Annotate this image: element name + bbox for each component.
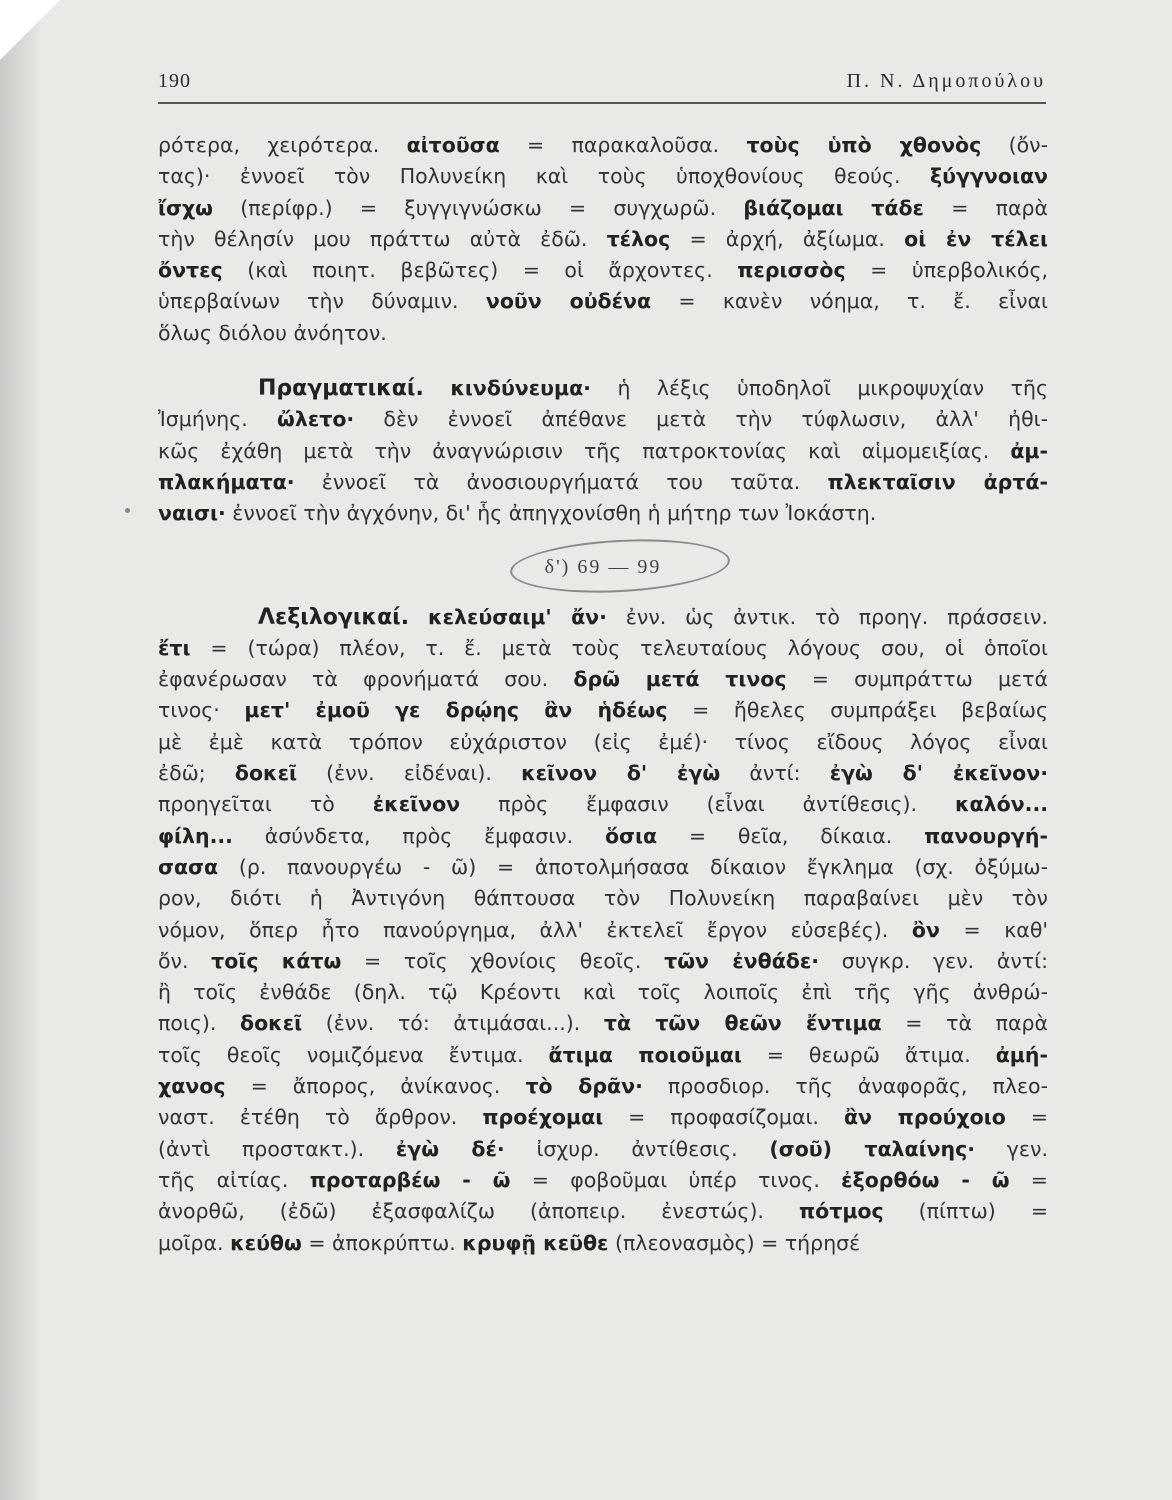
gloss-text bbox=[424, 376, 450, 400]
text-line bbox=[158, 161, 1048, 192]
lemma-term: περισσὸς bbox=[737, 258, 846, 283]
gloss-text: = τοῖς χθονίοις θεοῖς. bbox=[341, 948, 665, 973]
text-line bbox=[158, 255, 1048, 286]
lemma-term: χανος bbox=[158, 1074, 226, 1099]
gloss-text: = θεῖα, δίκαια. bbox=[657, 823, 925, 848]
gloss-text: γεν. bbox=[975, 1136, 1048, 1161]
lemma-term: κελεύσαιμ' ἄν· bbox=[428, 604, 607, 629]
text-line bbox=[158, 883, 1048, 914]
gloss-text: ὅλως διόλου ἀνόητον. bbox=[158, 320, 387, 345]
lemma-term: ξύγγνοιαν bbox=[930, 164, 1048, 189]
text-line bbox=[158, 318, 1048, 349]
page-number: 190 bbox=[158, 70, 191, 92]
text-line bbox=[158, 727, 1048, 758]
lemma-term: ἴσχω bbox=[158, 195, 213, 220]
gloss-text: συγκρ. γεν. ἀντί: bbox=[819, 948, 1048, 973]
gloss-text: (ἐνν. τό: ἀτιμάσαι...). bbox=[302, 1011, 604, 1036]
page-body bbox=[158, 130, 1048, 1259]
gloss-text: ὄν. bbox=[158, 948, 212, 973]
gloss-text: τὴν θέλησίν μου πράττω αὐτὰ ἐδῶ. bbox=[158, 226, 607, 251]
text-line bbox=[158, 1165, 1048, 1196]
lemma-term: τὸ δρᾶν· bbox=[525, 1074, 643, 1099]
text-line bbox=[158, 1040, 1048, 1071]
text-line bbox=[158, 193, 1048, 224]
lemma-term: τοὺς ὑπὸ χθονὸς bbox=[746, 133, 982, 157]
lemma-term: τέλος bbox=[606, 226, 671, 251]
gloss-text: ἐννοεῖ τὴν ἀγχόνην, δι' ἧς ἀπηγχονίσθη ἡ μήτηρ των Ἰοκάστη. bbox=[225, 501, 877, 526]
text-line bbox=[158, 224, 1048, 255]
lemma-term: δοκεῖ bbox=[234, 761, 298, 786]
gloss-text: = ἄπορος, ἀνίκανος. bbox=[225, 1074, 526, 1099]
text-line bbox=[158, 852, 1048, 883]
section-heading: Λεξιλογικαί. bbox=[258, 604, 410, 630]
gloss-text: ἀσύνδετα, πρὸς ἔμφασιν. bbox=[232, 823, 605, 848]
text-line bbox=[158, 1196, 1048, 1227]
section-mark bbox=[158, 550, 1048, 584]
lemma-term: προταρβέω - ῶ bbox=[309, 1167, 511, 1192]
book-page bbox=[40, 0, 1172, 1500]
gloss-text: ἐνν. ὡς ἀντικ. τὸ προηγ. πράσσειν. bbox=[606, 604, 1048, 629]
gloss-text: ἰσχυρ. ἀντίθεσις. bbox=[504, 1136, 770, 1161]
gloss-text: = bbox=[1005, 1105, 1048, 1130]
gloss-text: (πλεονασμὸς) = τήρησέ bbox=[608, 1230, 861, 1255]
text-line bbox=[158, 436, 1048, 467]
text-line bbox=[158, 664, 1048, 695]
page-header bbox=[158, 68, 1046, 104]
gloss-text: κῶς ἐχάθη μετὰ τὴν ἀναγνώρισιν τῆς πατροκτονίας καὶ αἱμομειξίας. bbox=[158, 438, 1011, 463]
gloss-text: τινος· bbox=[158, 698, 245, 723]
gloss-text: ἢ τοῖς ἐνθάδε (δηλ. τῷ Κρέοντι καὶ τοῖς λοιποῖς ἐπὶ τῆς γῆς ἀνθρώ- bbox=[158, 980, 1048, 1005]
gloss-text: (πίπτω) = bbox=[883, 1199, 1048, 1224]
gloss-text: ρότερα, χειρότερα. bbox=[158, 133, 407, 157]
paragraph-pragmatikai bbox=[158, 373, 1048, 529]
gloss-text: (περίφρ.) = ξυγγιγνώσκω = συγχωρῶ. bbox=[213, 195, 744, 220]
lemma-term: ναισι· bbox=[158, 501, 226, 526]
lemma-term: καλόν... bbox=[954, 792, 1049, 817]
gloss-text: ἐφανέρωσαν τὰ φρονήματά σου. bbox=[158, 667, 574, 692]
gloss-text: = θεωρῶ ἄτιμα. bbox=[741, 1042, 996, 1067]
lemma-term: ἐγὼ δέ· bbox=[395, 1136, 505, 1161]
lemma-term: (σοῦ) ταλαίνης· bbox=[769, 1136, 976, 1161]
lemma-term: δοκεῖ bbox=[240, 1011, 303, 1036]
running-head: Π. Ν. Δημοπούλου bbox=[846, 70, 1046, 92]
gloss-text: = ὑπερβολικός, bbox=[845, 258, 1048, 283]
paragraph-notes-1 bbox=[158, 130, 1048, 349]
gloss-text: ὑπερβαίνων τὴν δύναμιν. bbox=[158, 289, 486, 314]
section-range: δ') 69 — 99 bbox=[544, 555, 662, 578]
gloss-text: δὲν ἐννοεῖ ἀπέθανε μετὰ τὴν τύφλωσιν, ἀλλ' ἠθι- bbox=[354, 407, 1048, 432]
gloss-text: (ἐνν. εἰδέναι). bbox=[297, 761, 522, 786]
lemma-term: ὄντες bbox=[158, 258, 223, 283]
gloss-text: = (τώρα) πλέον, τ. ἔ. μετὰ τοὺς τελευταίους λόγους σου, οἱ ὁποῖοι bbox=[190, 635, 1048, 660]
gloss-text: = κανὲν νόημα, τ. ἔ. εἶναι bbox=[651, 289, 1048, 314]
lemma-term: ὤλετο· bbox=[277, 407, 355, 432]
lemma-term: ἀμ- bbox=[1010, 438, 1048, 463]
lemma-term: ἐξορθόω - ῶ bbox=[841, 1167, 1010, 1192]
gloss-text: ποις). bbox=[158, 1011, 241, 1036]
gloss-text: = παρακαλοῦσα. bbox=[499, 133, 747, 157]
gloss-text: = τὰ παρὰ bbox=[881, 1011, 1048, 1036]
lemma-term: ἔτι bbox=[158, 635, 191, 660]
gloss-text: τῆς αἰτίας. bbox=[158, 1167, 310, 1192]
text-line bbox=[158, 946, 1048, 977]
gloss-text: Ἰσμήνης. bbox=[158, 407, 278, 432]
gloss-text: ἀντί: bbox=[720, 761, 830, 786]
gloss-text: = φοβοῦμαι ὑπέρ τινος. bbox=[510, 1167, 842, 1192]
lemma-term: τῶν ἐνθάδε· bbox=[664, 948, 820, 973]
lemma-term: ἂν προύχοιο bbox=[843, 1105, 1006, 1130]
gloss-text: ἀνορθῶ, (ἐδῶ) ἐξασφαλίζω (ἀποπειρ. ἐνεστώς). bbox=[158, 1199, 799, 1224]
gloss-text bbox=[409, 605, 428, 629]
text-line bbox=[158, 821, 1048, 852]
gloss-text: τας)· ἐννοεῖ τὸν Πολυνείκη καὶ τοὺς ὑποχθονίους θεούς. bbox=[158, 164, 931, 189]
text-line bbox=[158, 467, 1048, 498]
lemma-term: νοῦν οὐδένα bbox=[485, 289, 652, 314]
lemma-term: προέχομαι bbox=[482, 1105, 604, 1130]
lemma-term: πλακήματα· bbox=[158, 469, 295, 494]
text-line bbox=[158, 633, 1048, 664]
gloss-text: (ἀντὶ προστακτ.). bbox=[158, 1136, 396, 1161]
gloss-text: (ρ. πανουργέω - ῶ) = ἀποτολμήσασα δίκαιον ἔγκλημα (σχ. ὀξύμω- bbox=[218, 854, 1048, 879]
gloss-text: = ἀποκρύπτω. bbox=[301, 1230, 463, 1255]
text-line bbox=[158, 1102, 1048, 1133]
gloss-text: = ἤθελες συμπράξει βεβαίως bbox=[667, 698, 1048, 723]
gloss-text: προηγεῖται τὸ bbox=[158, 792, 373, 817]
gloss-text: = προφασίζομαι. bbox=[603, 1105, 844, 1130]
lemma-term: κρυφῇ κεῦθε bbox=[462, 1230, 609, 1255]
paragraph-lexilogikai bbox=[158, 602, 1048, 1259]
text-line bbox=[158, 498, 1048, 529]
lemma-term: πότμος bbox=[798, 1199, 884, 1224]
text-line bbox=[158, 373, 1048, 404]
lemma-term: βιάζομαι τάδε bbox=[743, 195, 924, 220]
gloss-text: = καθ' bbox=[939, 917, 1049, 942]
text-line bbox=[158, 404, 1048, 435]
text-line bbox=[158, 1134, 1048, 1165]
gloss-text: ρον, διότι ἡ Ἀντιγόνη θάπτουσα τὸν Πολυνείκη παραβαίνει μὲν τὸν bbox=[158, 886, 1048, 911]
lemma-term: ἐγὼ δ' ἐκεῖνον· bbox=[829, 761, 1048, 786]
text-line bbox=[158, 977, 1048, 1008]
gloss-text: μὲ ἐμὲ κατὰ τρόπον εὐχάριστον (εἰς ἐμέ)· τίνος εἴδους λόγος εἶναι bbox=[158, 729, 1048, 754]
gloss-text: = παρὰ bbox=[923, 195, 1049, 220]
lemma-term: τοῖς κάτω bbox=[211, 948, 342, 973]
lemma-term: σασα bbox=[158, 854, 219, 879]
gloss-text: (ὄν- bbox=[981, 133, 1049, 157]
text-line bbox=[158, 130, 1048, 161]
text-line bbox=[158, 286, 1048, 317]
lemma-term: αἰτοῦσα bbox=[406, 133, 500, 157]
gloss-text: (καὶ ποιητ. βεβῶτες) = οἱ ἄρχοντες. bbox=[222, 258, 738, 283]
gloss-text: πρὸς ἔμφασιν (εἶναι ἀντίθεσις). bbox=[460, 792, 955, 817]
gloss-text: ἐδῶ; bbox=[158, 761, 235, 786]
lemma-term: ἄτιμα ποιοῦμαι bbox=[548, 1042, 742, 1067]
gloss-text: = συμπράττω μετά bbox=[786, 667, 1048, 692]
lemma-term: μετ' ἐμοῦ γε δρῴης ἂν ἡδέως bbox=[244, 698, 668, 723]
text-line bbox=[158, 915, 1048, 946]
lemma-term: τὰ τῶν θεῶν ἔντιμα bbox=[603, 1011, 882, 1036]
lemma-term: ἀμή- bbox=[995, 1042, 1048, 1067]
lemma-term: ὅσια bbox=[604, 823, 658, 848]
gloss-text: ἐννοεῖ τὰ ἀνοσιουργήματά του ταῦτα. bbox=[294, 469, 828, 494]
text-line bbox=[158, 789, 1048, 820]
lemma-term: δρῶ μετά τινος bbox=[573, 667, 787, 692]
page-binding-shadow bbox=[0, 0, 40, 1500]
gloss-text: νόμον, ὅπερ ἦτο πανούργημα, ἀλλ' ἐκτελεῖ ἔργον εὐσεβές). bbox=[158, 917, 912, 942]
lemma-term: οἱ ἐν τέλει bbox=[904, 226, 1048, 251]
lemma-term: πλεκταῖσιν ἀρτά- bbox=[827, 469, 1049, 494]
text-line bbox=[158, 602, 1048, 633]
gloss-text: προσδιορ. τῆς ἀναφορᾶς, πλεο- bbox=[642, 1074, 1048, 1099]
text-line bbox=[158, 1008, 1048, 1039]
text-line bbox=[158, 1071, 1048, 1102]
text-line bbox=[158, 1228, 1048, 1259]
lemma-term: κινδύνευμα· bbox=[450, 376, 591, 401]
text-line bbox=[158, 758, 1048, 789]
gloss-text: μοῖρα. bbox=[158, 1230, 231, 1255]
text-line bbox=[158, 695, 1048, 726]
gloss-text: ναστ. ἐτέθη τὸ ἄρθρον. bbox=[158, 1105, 483, 1130]
gloss-text: ἡ λέξις ὑποδηλοῖ μικροψυχίαν τῆς bbox=[590, 376, 1048, 401]
gloss-text: τοῖς θεοῖς νομιζόμενα ἔντιμα. bbox=[158, 1042, 549, 1067]
gloss-text: = ἀρχή, ἀξίωμα. bbox=[670, 226, 905, 251]
lemma-term: κεύθω bbox=[230, 1230, 302, 1255]
lemma-term: κεῖνον δ' ἐγὼ bbox=[521, 761, 721, 786]
lemma-term: φίλη... bbox=[158, 823, 233, 848]
lemma-term: ἐκεῖνον bbox=[372, 792, 461, 817]
lemma-term: πανουργή- bbox=[924, 823, 1048, 848]
gloss-text: = bbox=[1009, 1167, 1048, 1192]
section-heading: Πραγματικαί. bbox=[258, 376, 424, 402]
lemma-term: ὂν bbox=[911, 917, 940, 942]
